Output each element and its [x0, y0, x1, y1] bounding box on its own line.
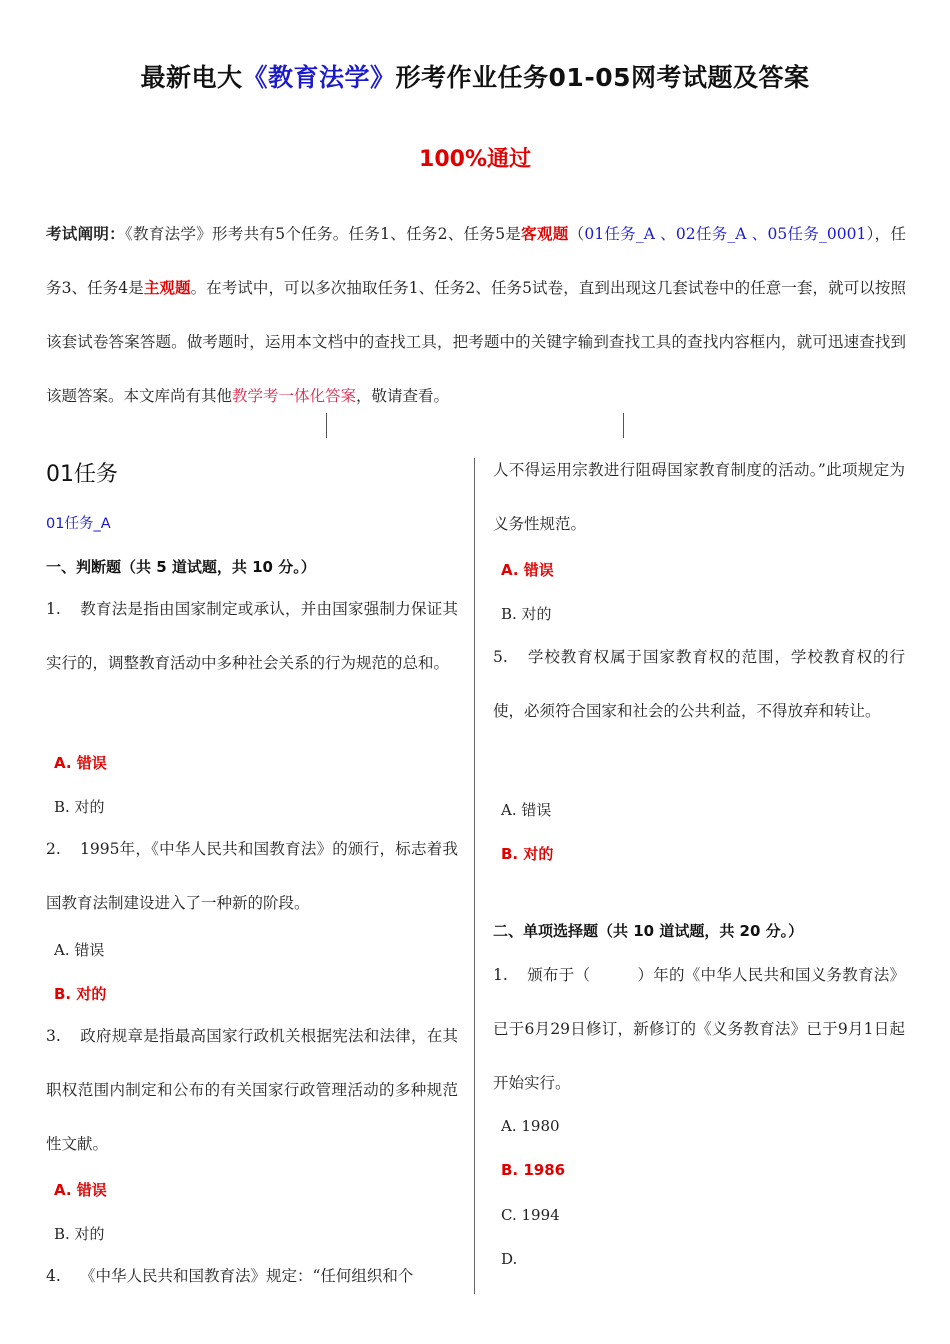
- question-text: 1995年，《中华人民共和国教育法》的颁行，标志着我国教育法制建设进入了一种新的阶段。: [46, 840, 458, 912]
- question-item: [46, 1009, 458, 1171]
- answer-option: C. 1994: [501, 1206, 560, 1224]
- question-item: [46, 1249, 458, 1303]
- answer-option: B. 对的: [54, 1225, 105, 1243]
- question-continuation: 人不得运用宗教进行阻碍国家教育制度的活动。”此项规定为义务性规范。: [493, 461, 905, 533]
- question-number: 3.: [46, 1027, 61, 1045]
- answer-option: A. 1980: [501, 1117, 560, 1135]
- page-title: [0, 58, 950, 94]
- answer-option: D.: [501, 1250, 518, 1268]
- question-number: 2.: [46, 840, 61, 858]
- intro-objective: 客观题: [521, 225, 569, 243]
- intro-text-2: （: [568, 225, 585, 243]
- question-text: 政府规章是指最高国家行政机关根据宪法和法律，在其职权范围内制定和公布的有关国家行政管理活动的多种规范性文献。: [46, 1027, 458, 1153]
- question-item: [493, 948, 905, 1110]
- answer-option-correct: B. 对的: [54, 985, 107, 1003]
- intro-link[interactable]: 教学考一体化答案: [232, 387, 357, 405]
- title-highlight: 《教育法学》: [242, 63, 396, 92]
- question-item: [46, 822, 458, 930]
- question-text: 教育法是指由国家制定或承认，并由国家强制力保证其实行的，调整教育活动中多种社会关系的行为规范的总和。: [46, 600, 458, 672]
- section-heading: 一、判断题（共 5 道试题，共 10 分。）: [46, 558, 316, 576]
- answer-option: A. 错误: [501, 801, 552, 819]
- question-text: 《中华人民共和国教育法》规定：“任何组织和个: [80, 1267, 414, 1285]
- answer-option-correct: B. 对的: [501, 845, 554, 863]
- intro-subjective: 主观题: [143, 279, 191, 297]
- intro-text-4: 。在考试中，可以多次抽取任务1、任务2、任务5试卷，直到出现这几套试卷中的任意一套，就可以按照该套试卷答案答题。做考题时，运用本文档中的查找工具，把考题中的关键字输到查找工具的查找内容框内，就可迅速查找到该题答案。本文库尚有其他: [46, 279, 906, 405]
- answer-option-correct: A. 错误: [54, 754, 107, 772]
- answer-option: A. 错误: [54, 941, 105, 959]
- answer-option-correct: A. 错误: [501, 561, 554, 579]
- intro-label: 考试阐明：: [46, 225, 125, 243]
- question-item: [493, 630, 905, 738]
- column-divider: [474, 458, 475, 1294]
- question-text: 颁布于（ ）年的《中华人民共和国义务教育法》已于6月29日修订，新修订的《义务教育法》已于9月1日起开始实行。: [493, 966, 905, 1092]
- answer-option-correct: B. 1986: [501, 1161, 566, 1179]
- intro-text-3: ），任务3、任务4是: [46, 225, 906, 297]
- intro-paragraph: [46, 207, 906, 423]
- question-number: 1.: [46, 600, 61, 618]
- separator-mark: [623, 413, 624, 438]
- title-suffix: 形考作业任务01-05网考试题及答案: [395, 63, 810, 92]
- question-number: 1.: [493, 966, 508, 984]
- question-item: [46, 582, 458, 690]
- intro-task-list: 01任务_A 、02任务_A 、05任务_0001: [584, 225, 867, 243]
- task-subheading: 01任务_A: [46, 516, 111, 532]
- separator-mark: [326, 413, 327, 438]
- section-heading: 二、单项选择题（共 10 道试题，共 20 分。）: [493, 922, 804, 940]
- answer-option: B. 对的: [501, 605, 552, 623]
- task-heading: 01任务: [46, 462, 118, 487]
- question-number: 4.: [46, 1267, 61, 1285]
- answer-option: B. 对的: [54, 798, 105, 816]
- intro-text-1: 《教育法学》形考共有5个任务。任务1、任务2、任务5是: [124, 225, 522, 243]
- question-text: 学校教育权属于国家教育权的范围，学校教育权的行使，必须符合国家和社会的公共利益，不得放弃和转让。: [493, 648, 905, 720]
- title-prefix: 最新电大: [140, 63, 243, 92]
- page-subtitle: 100%通过: [419, 147, 531, 172]
- answer-option-correct: A. 错误: [54, 1181, 107, 1199]
- intro-text-5: ，敬请查看。: [356, 387, 450, 405]
- question-number: 5.: [493, 648, 508, 666]
